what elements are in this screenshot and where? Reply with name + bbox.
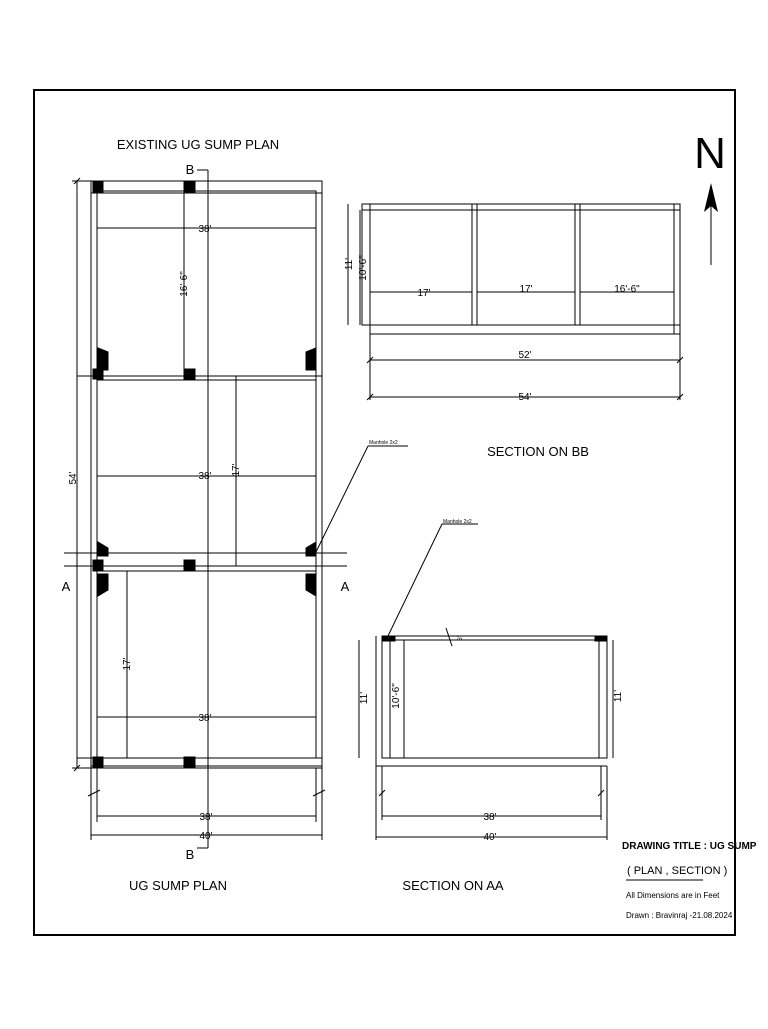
- dim-width-3: 38': [198, 713, 212, 724]
- manhole-label-aa: Manhole 2x2: [443, 519, 472, 525]
- drawing-title: DRAWING TITLE : UG SUMP: [622, 841, 757, 852]
- sheet-border: [34, 90, 735, 935]
- dim-height-2: 17': [231, 463, 242, 477]
- aa-dim-11-right: 11': [613, 689, 624, 703]
- dim-height-1: 16'-6": [179, 271, 190, 297]
- ug-sump-plan: [61, 170, 408, 848]
- aa-dim-10-6: 10'-6": [391, 683, 402, 709]
- section-bb: [348, 204, 683, 400]
- units-note: All Dimensions are in Feet: [626, 891, 720, 900]
- plan-title: UG SUMP PLAN: [128, 878, 228, 893]
- section-aa-title: SECTION ON AA: [402, 878, 504, 893]
- column: [93, 182, 103, 192]
- aa-dim-11-left: 11': [359, 691, 370, 705]
- dim-width-bottom-inner: 38': [199, 812, 213, 823]
- dim-width-2: 38': [198, 471, 212, 482]
- existing-plan-title: EXISTING UG SUMP PLAN: [116, 137, 280, 152]
- bb-outer-length: 54': [518, 392, 532, 403]
- aa-inner-width: 38': [483, 812, 497, 823]
- bb-bay-3: 16'-6": [614, 284, 640, 295]
- section-mark-a-left: A: [61, 579, 71, 594]
- column: [93, 757, 103, 767]
- column: [184, 182, 195, 192]
- column: [184, 757, 195, 767]
- dim-width-bottom-outer: 40': [199, 831, 213, 842]
- column: [93, 560, 103, 571]
- section-mark-a-right: A: [340, 579, 350, 594]
- aa-outer-width: 40': [483, 832, 497, 843]
- drawing-subtitle: ( PLAN , SECTION ): [627, 865, 728, 877]
- north-letter: N: [694, 129, 726, 178]
- bb-bay-1: 17': [417, 288, 431, 299]
- dim-height-3: 17': [122, 657, 133, 671]
- section-mark-b-bottom: B: [185, 847, 195, 862]
- drawn-by: Drawn : Bravinraj -21.08.2024: [626, 911, 733, 920]
- north-arrow-icon: [704, 183, 718, 265]
- dim-width-1: 38': [198, 224, 212, 235]
- bb-bay-2: 17': [519, 284, 533, 295]
- aa-slab-thickness: 6": [458, 635, 464, 641]
- bb-dim-10-6: 10'-6": [358, 255, 369, 281]
- manhole-leader-plan: [316, 446, 368, 552]
- section-mark-b-top: B: [185, 162, 195, 177]
- dim-total-height: 54': [68, 471, 79, 485]
- section-bb-title: SECTION ON BB: [487, 444, 589, 459]
- column: [184, 369, 195, 379]
- column: [184, 560, 195, 571]
- manhole-label-plan: Manhole 2x2: [369, 440, 398, 446]
- bb-inner-length: 52': [518, 350, 532, 361]
- bb-dim-11: 11': [344, 257, 355, 271]
- manhole-leader-aa: [388, 524, 442, 636]
- section-aa: [359, 524, 613, 840]
